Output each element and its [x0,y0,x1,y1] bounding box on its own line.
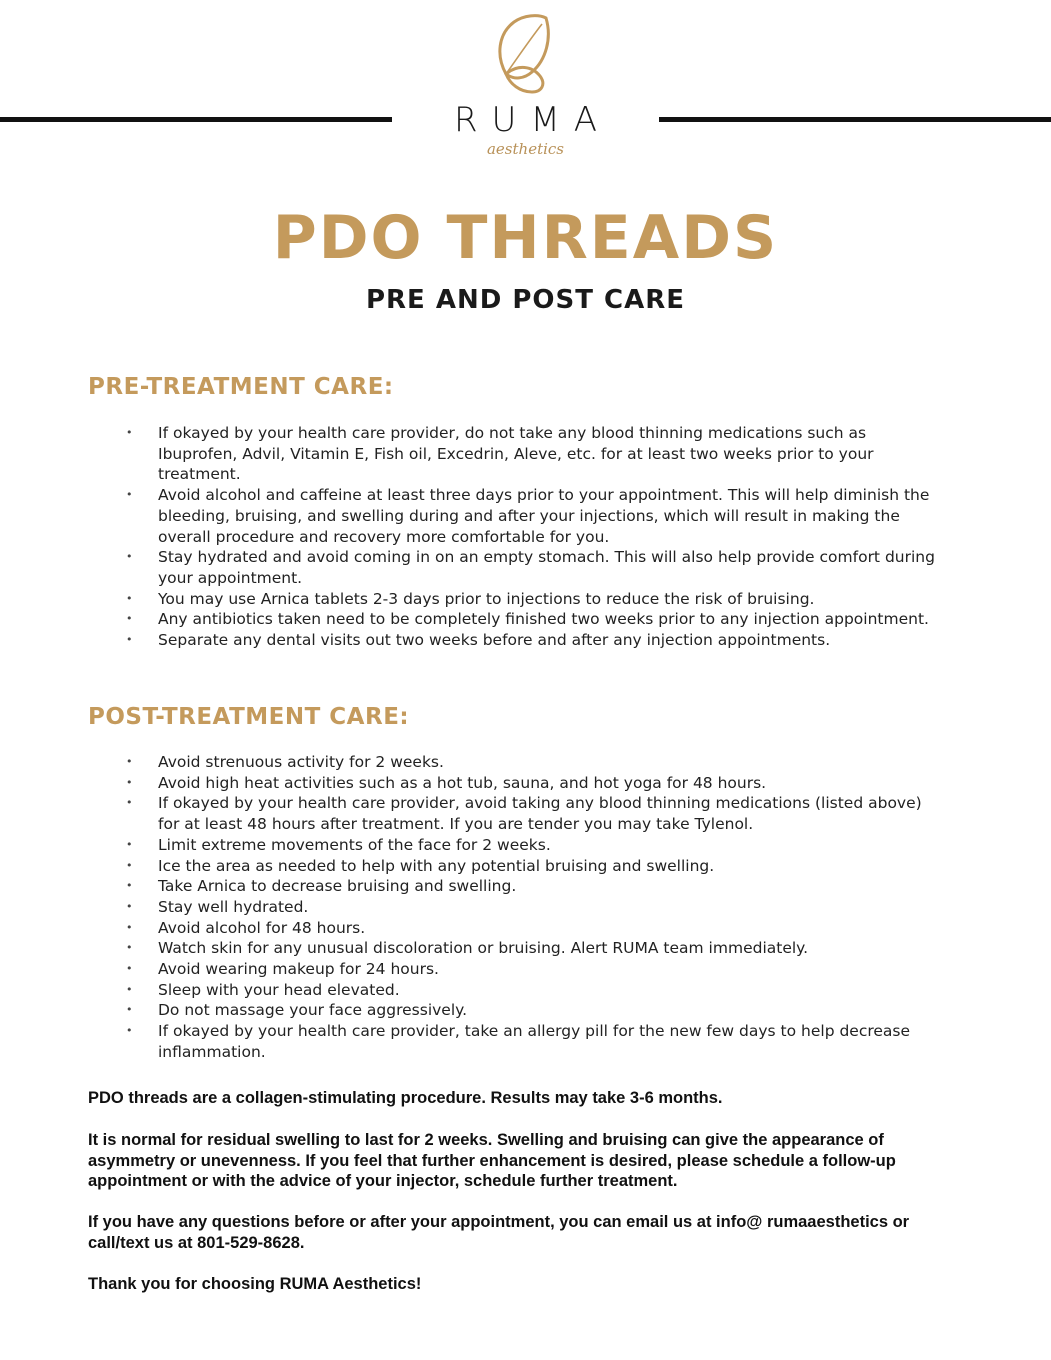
header [0,0,1051,200]
list-item [122,609,937,630]
swelling-note: It is normal for residual swelling to last for 2 weeks. Swelling and bruising can give the appearance of asymmetry or unevenness. If you feel that further enhancement is desired, please schedule a follow-up appointment or with the advice of your injector, schedule further treatment. [88,1131,896,1191]
list-item-text: Stay hydrated and avoid coming in on an empty stomach. This will also help provide comfort during your appointment. [158,548,935,587]
bullet-icon: • [126,899,133,913]
list-item-text: If okayed by your health care provider, avoid taking any blood thinning medications (listed above) for at least 48 hours after treatment. If you are tender you may take Tylenol. [158,794,922,834]
list-item-text: Avoid high heat activities such as a hot tub, sauna, and hot yoga for 48 hours. [158,773,767,792]
list-item [122,897,937,918]
list-item [122,1021,937,1062]
list-item [122,793,937,834]
list-item [122,980,937,1001]
list-item-text: Separate any dental visits out two weeks before and after any injection appointments. [158,631,831,650]
list-item [122,876,937,897]
page-title: PDO THREADS [272,203,779,273]
list-item [122,959,937,980]
bullet-icon: • [126,550,133,564]
list-item [122,485,937,547]
bullet-icon: • [126,426,133,439]
list-item-text: Avoid strenuous activity for 2 weeks. [158,753,444,771]
bullet-icon: • [126,796,133,810]
list-item [122,1000,937,1021]
list-item-text: Limit extreme movements of the face for 2 weeks. [158,835,551,854]
bullet-icon: • [126,879,133,893]
list-item-text: Avoid alcohol and caffeine at least three days prior to your appointment. This will help diminish the bleeding, bruising, and swelling during and after your injections, which will result in making the overall procedure and recovery more comfortable for you. [158,486,930,546]
list-item [122,938,937,959]
bullet-icon: • [126,488,133,502]
list-item [122,856,937,877]
brand-subtitle: aesthetics [486,140,564,158]
list-item-text: Take Arnica to decrease bruising and swelling. [158,877,517,896]
bullet-icon: • [126,633,133,647]
header-rule-left [0,117,392,122]
list-item [122,773,937,794]
bullet-icon: • [126,920,133,934]
list-item-text: Watch skin for any unusual discoloration or bruising. Alert RUMA team immediately. [158,939,809,958]
contact-note: If you have any questions before or after your appointment, you can email us at info@ rumaaesthetics or call/text us at 801-529-8628. [88,1213,910,1252]
bullet-icon: • [126,612,133,626]
list-item-text: Stay well hydrated. [158,897,309,916]
bullet-icon: • [126,591,133,605]
bullet-icon: • [126,962,133,976]
list-item [122,547,937,588]
bullet-icon: • [126,755,133,768]
leaf-logo-icon [488,12,563,94]
bullet-icon: • [126,858,133,872]
list-item-text: If okayed by your health care provider, do not take any blood thinning medications such as Ibuprofen, Advil, Vitamin E, Fish oil, Excedrin, Aleve, etc. for at least two weeks prior to your treatment. [158,424,874,484]
collagen-note: PDO threads are a collagen-stimulating procedure. Results may take 3-6 months. [88,1089,723,1107]
list-item-text: Sleep with your head elevated. [158,980,400,999]
brand-name: RUMA [453,100,612,140]
list-item [122,918,937,939]
list-item [122,835,937,856]
post-treatment-heading: POST-TREATMENT CARE: [88,704,410,730]
bullet-icon: • [126,982,133,996]
list-item-text: Avoid wearing makeup for 24 hours. [158,960,439,979]
header-rule-right [659,117,1051,122]
list-item [122,630,937,651]
list-item-text: Do not massage your face aggressively. [158,1001,468,1020]
bullet-icon: • [126,775,133,789]
bullet-icon: • [126,1003,133,1017]
list-item-text: Ice the area as needed to help with any potential bruising and swelling. [158,856,715,875]
list-item [122,752,937,773]
post-treatment-list [122,752,937,1063]
list-item [122,423,937,485]
list-item [122,589,937,610]
thank-you-note: Thank you for choosing RUMA Aesthetics! [88,1275,422,1293]
page-subtitle: PRE AND POST CARE [365,285,686,315]
pre-treatment-list [122,423,937,651]
bullet-icon: • [126,941,133,955]
list-item-text: Any antibiotics taken need to be completely finished two weeks prior to any injection appointment. [158,610,929,629]
list-item-text: You may use Arnica tablets 2-3 days prior to injections to reduce the risk of bruising. [158,589,815,608]
pre-treatment-heading: PRE-TREATMENT CARE: [88,374,394,400]
bullet-icon: • [126,1024,133,1038]
list-item-text: Avoid alcohol for 48 hours. [158,918,366,937]
list-item-text: If okayed by your health care provider, take an allergy pill for the new few days to help decrease inflammation. [158,1022,911,1061]
bullet-icon: • [126,837,133,851]
